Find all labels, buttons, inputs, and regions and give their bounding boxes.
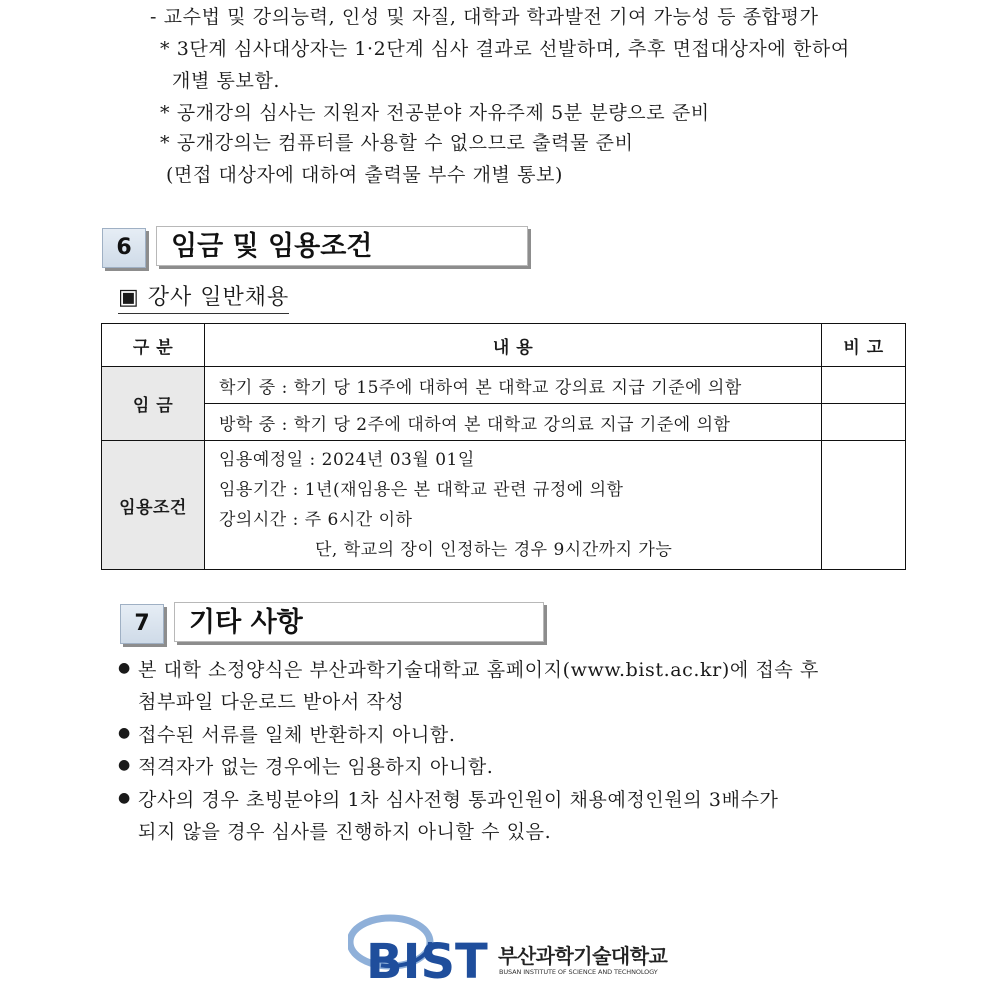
svg-text:BIST: BIST	[366, 934, 488, 984]
conditions-cell	[205, 441, 822, 570]
section-6-header	[102, 226, 532, 268]
logo-name-english: BUSAN INSTITUTE OF SCIENCE AND TECHNOLOGY	[499, 968, 658, 976]
remarks-cell	[822, 441, 906, 570]
intro-line-4: * 공개강의 심사는 지원자 전공분야 자유주제 5분 분량으로 준비	[160, 102, 710, 124]
section-6-number: 6	[102, 228, 146, 268]
remarks-cell	[822, 367, 906, 404]
note-item-3: 적격자가 없는 경우에는 임용하지 아니함.	[138, 756, 494, 778]
bullet-icon: ●	[118, 660, 131, 676]
intro-line-5: * 공개강의는 컴퓨터를 사용할 수 없으므로 출력물 준비	[160, 132, 634, 154]
employment-conditions-table	[101, 323, 906, 570]
lecture-hours-exception: 단, 학교의 장이 인정하는 경우 9시간까지 가능	[315, 540, 673, 560]
bullet-icon: ●	[118, 725, 131, 741]
appointment-date: 임용예정일 : 2024년 03월 01일	[219, 450, 475, 470]
wage-vacation-cell: 방학 중 : 학기 당 2주에 대하여 본 대학교 강의료 지급 기준에 의함	[205, 404, 822, 441]
wage-semester-cell: 학기 중 : 학기 당 15주에 대하여 본 대학교 강의료 지급 기준에 의함	[205, 367, 822, 404]
intro-line-3: 개별 통보함.	[172, 70, 281, 92]
note-item-4-line-2: 되지 않을 경우 심사를 진행하지 아니할 수 있음.	[138, 821, 552, 843]
intro-line-6: (면접 대상자에 대하여 출력물 부수 개별 통보)	[166, 164, 564, 186]
note-item-1-line-1: 본 대학 소정양식은 부산과학기술대학교 홈페이지(www.bist.ac.kr)에 접속 후	[138, 659, 819, 681]
note-item-1-line-2: 첨부파일 다운로드 받아서 작성	[138, 691, 405, 713]
logo-name-korean: 부산과학기술대학교	[498, 944, 668, 968]
section-7-title: 기타 사항	[174, 602, 544, 642]
header-category: 구 분	[102, 324, 205, 367]
intro-line-1: - 교수법 및 강의능력, 인성 및 자질, 대학과 학과발전 기여 가능성 등 종합평가	[150, 6, 819, 28]
bullet-icon: ●	[118, 790, 131, 806]
note-item-4-line-1: 강사의 경우 초빙분야의 1차 심사전형 통과인원이 채용예정인원의 3배수가	[138, 789, 779, 811]
table-row	[102, 441, 906, 570]
wage-label: 임 금	[102, 367, 205, 441]
bullet-icon: ●	[118, 757, 131, 773]
header-content: 내 용	[205, 324, 822, 367]
conditions-label: 임용조건	[102, 441, 205, 570]
section-7-number: 7	[120, 604, 164, 644]
appointment-period: 임용기간 : 1년(재임용은 본 대학교 관련 규정에 의함	[219, 480, 624, 500]
lecture-hours: 강의시간 : 주 6시간 이하	[219, 510, 413, 530]
intro-line-2: * 3단계 심사대상자는 1·2단계 심사 결과로 선발하며, 추후 면접대상자에 한하여	[160, 38, 850, 60]
table-header-row	[102, 324, 906, 367]
section-7-header	[120, 602, 550, 644]
bist-logo	[348, 912, 668, 984]
header-remarks: 비 고	[822, 324, 906, 367]
table-row	[102, 367, 906, 404]
note-item-2: 접수된 서류를 일체 반환하지 아니함.	[138, 724, 456, 746]
section-6-subheading: ▣ 강사 일반채용	[118, 280, 289, 314]
section-6-title: 임금 및 임용조건	[156, 226, 528, 266]
remarks-cell	[822, 404, 906, 441]
table-row	[102, 404, 906, 441]
